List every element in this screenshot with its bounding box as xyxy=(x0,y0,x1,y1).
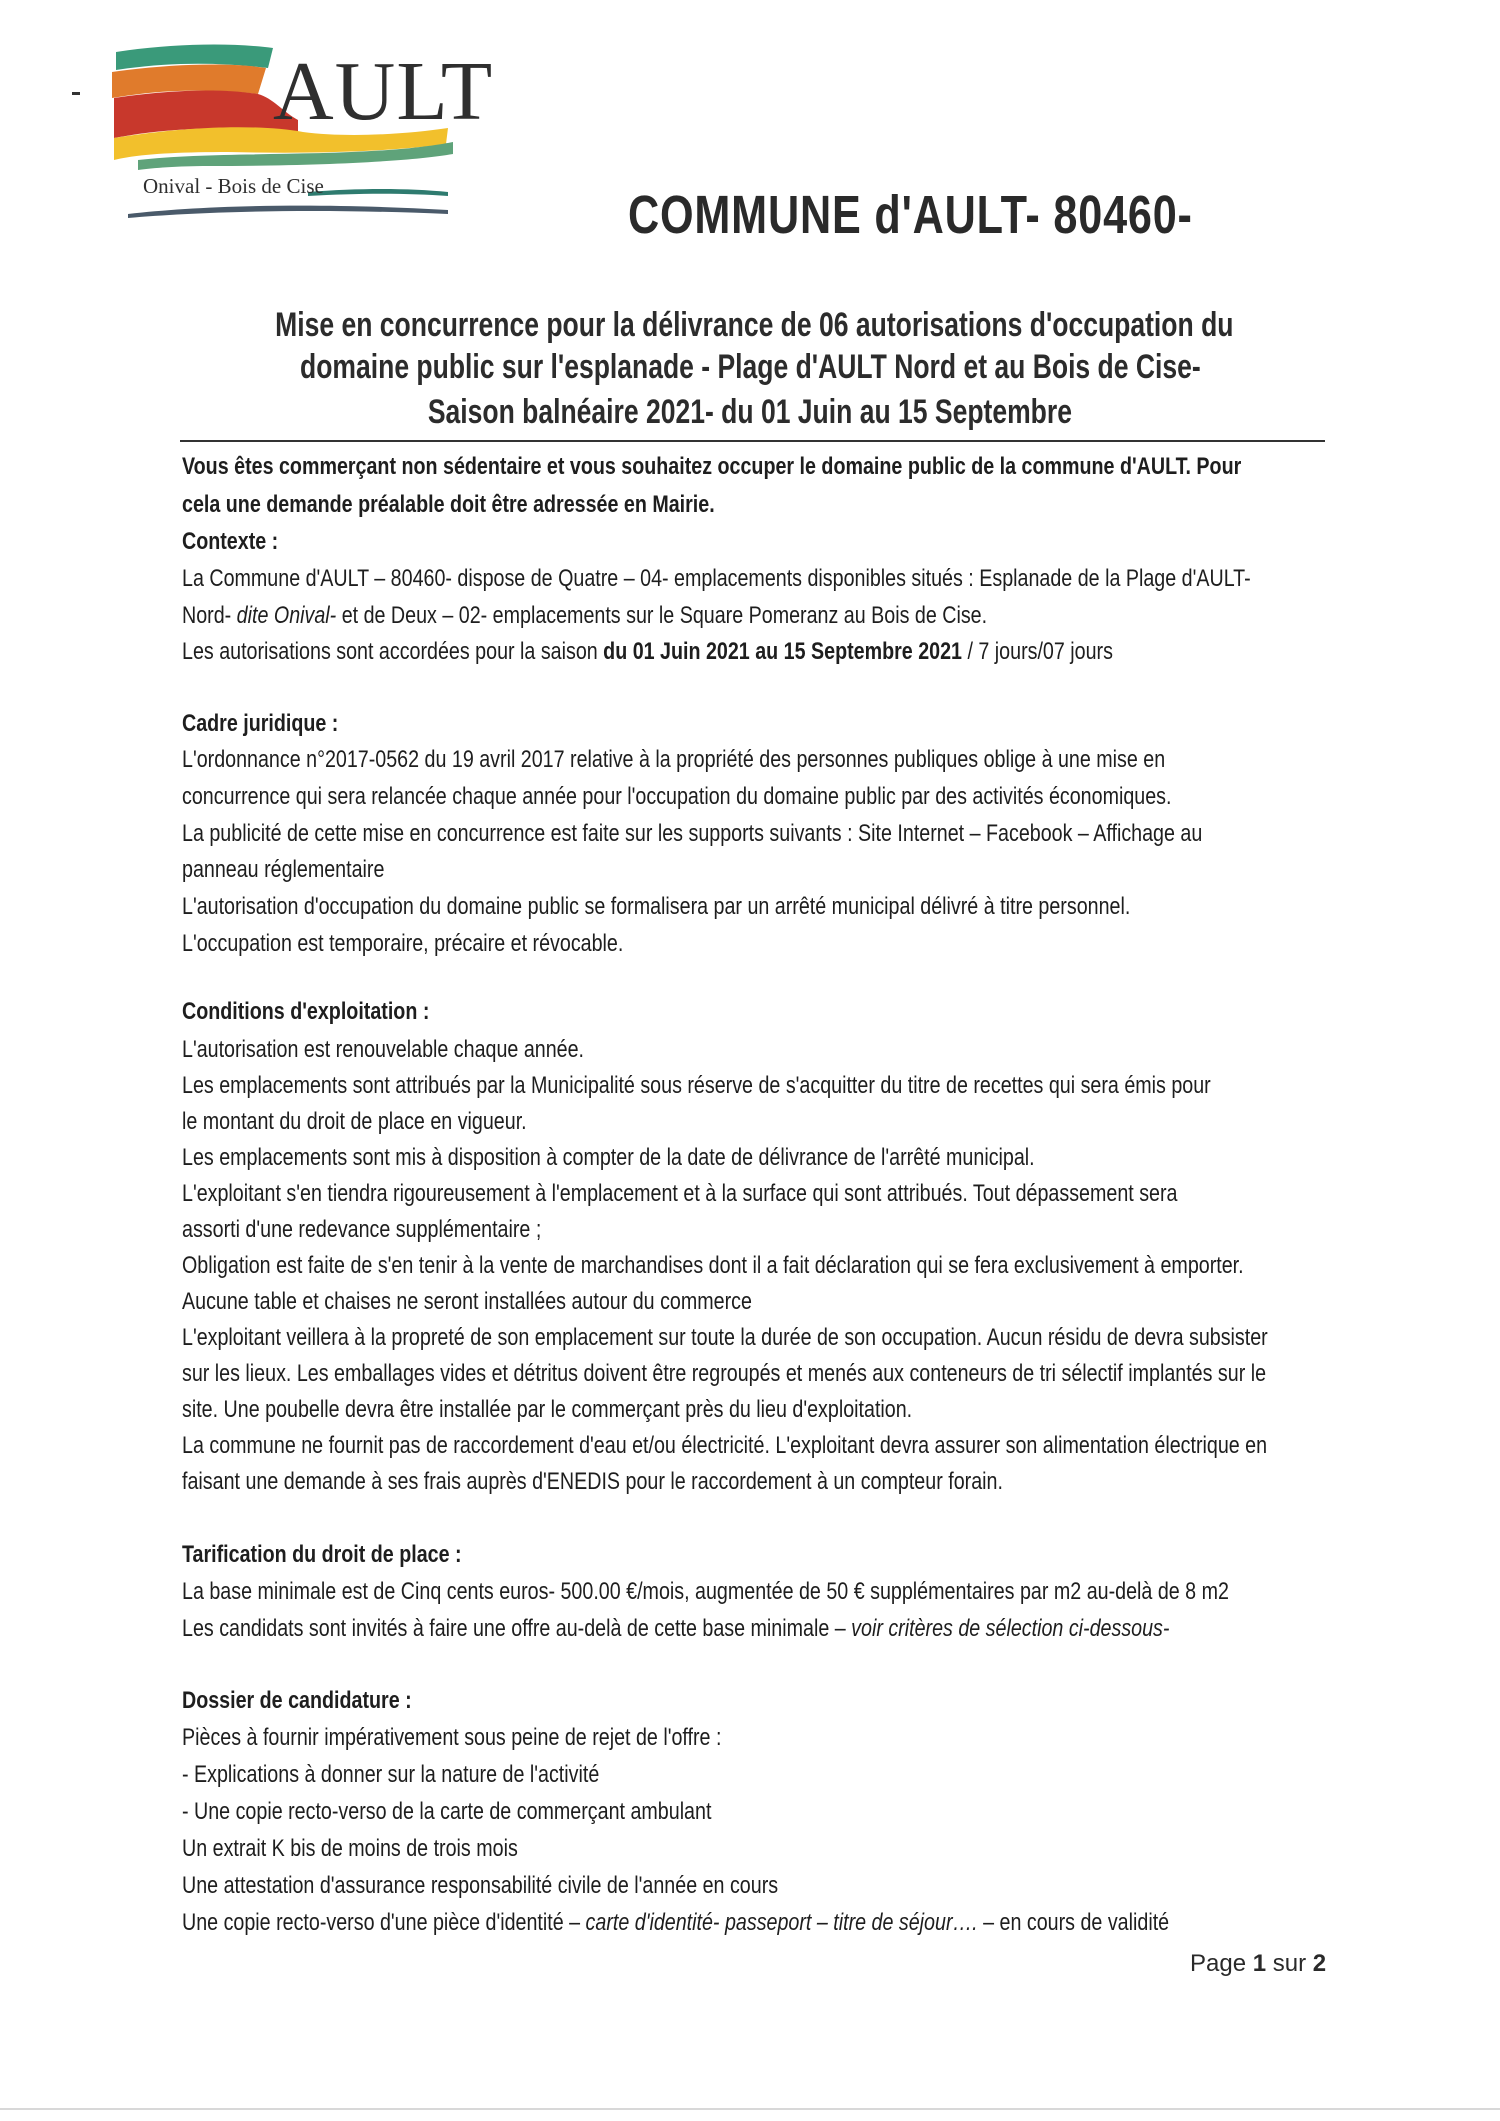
page-number: Page 1 sur 2 xyxy=(1190,1950,1327,1977)
headline-line-3: Saison balnéaire 2021- du 01 Juin au 15 Septembre xyxy=(427,393,1073,431)
conditions-line: L'exploitant veillera à la propreté de son emplacement sur toute la durée de son occupation. Aucun résidu de devra subsister xyxy=(182,1324,1268,1351)
dossier-line-last: Une copie recto-verso d'une pièce d'identité – carte d'identité- passeport – titre de séjour…. – en cours de validité xyxy=(182,1909,1170,1936)
cadre-line: panneau réglementaire xyxy=(182,856,385,883)
headline-rule xyxy=(180,440,1325,442)
cadre-line: L'ordonnance n°2017-0562 du 19 avril 2017 relative à la propriété des personnes publiques oblige à une mise en xyxy=(182,746,1166,773)
conditions-heading: Conditions d'exploitation : xyxy=(182,998,430,1025)
logo-wordmark: AULT xyxy=(273,45,494,138)
intro-line-1: Vous êtes commerçant non sédentaire et vous souhaitez occuper le domaine public de la commune d'AULT. Pour xyxy=(182,453,1242,480)
conditions-line: Les emplacements sont mis à disposition à compter de la date de délivrance de l'arrêté municipal. xyxy=(182,1144,1035,1171)
cadre-line: La publicité de cette mise en concurrence est faite sur les supports suivants : Site Internet – Facebook – Affichage au xyxy=(182,820,1203,847)
dossier-line: Un extrait K bis de moins de trois mois xyxy=(182,1835,518,1862)
headline-line-2: domaine public sur l'esplanade - Plage d'AULT Nord et au Bois de Cise- xyxy=(299,348,1201,386)
conditions-line: L'autorisation est renouvelable chaque année. xyxy=(182,1036,585,1063)
contexte-line-3: Les autorisations sont accordées pour la saison du 01 Juin 2021 au 15 Septembre 2021 / 7 jours/07 jours xyxy=(182,638,1113,665)
dossier-line: - Une copie recto-verso de la carte de commerçant ambulant xyxy=(182,1798,712,1825)
tarification-line-2: Les candidats sont invités à faire une offre au-delà de cette base minimale – voir critères de sélection ci-dessous- xyxy=(182,1615,1170,1642)
conditions-line: le montant du droit de place en vigueur. xyxy=(182,1108,527,1135)
cadre-line: L'autorisation d'occupation du domaine public se formalisera par un arrêté municipal délivré à titre personnel. xyxy=(182,893,1131,920)
contexte-line-1: La Commune d'AULT – 80460- dispose de Quatre – 04- emplacements disponibles situés : Esplanade de la Plage d'AULT- xyxy=(182,565,1251,592)
scan-edge-line xyxy=(0,2108,1500,2110)
conditions-line: site. Une poubelle devra être installée par le commerçant près du lieu d'exploitation. xyxy=(182,1396,913,1423)
conditions-line: Aucune table et chaises ne seront installées autour du commerce xyxy=(182,1288,752,1315)
commune-title: COMMUNE d'AULT- 80460- xyxy=(628,185,1193,245)
conditions-line: assorti d'une redevance supplémentaire ; xyxy=(182,1216,542,1243)
dossier-line: Une attestation d'assurance responsabilité civile de l'année en cours xyxy=(182,1872,779,1899)
conditions-line: La commune ne fournit pas de raccordement d'eau et/ou électricité. L'exploitant devra assurer son alimentation électrique en xyxy=(182,1432,1268,1459)
conditions-line: Obligation est faite de s'en tenir à la vente de marchandises dont il a fait déclaration qui se fera exclusivement à emporter. xyxy=(182,1252,1244,1279)
headline-line-1: Mise en concurrence pour la délivrance de 06 autorisations d'occupation du xyxy=(275,306,1234,344)
tarification-heading: Tarification du droit de place : xyxy=(182,1541,462,1568)
dossier-line: - Explications à donner sur la nature de l'activité xyxy=(182,1761,600,1788)
cadre-line: concurrence qui sera relancée chaque année pour l'occupation du domaine public par des activités économiques. xyxy=(182,783,1172,810)
conditions-line: Les emplacements sont attribués par la Municipalité sous réserve de s'acquitter du titre de recettes qui sera émis pour xyxy=(182,1072,1211,1099)
conditions-line: sur les lieux. Les emballages vides et détritus doivent être regroupés et menés aux conteneurs de tri sélectif implantés sur le xyxy=(182,1360,1267,1387)
ault-logo xyxy=(108,42,494,227)
scan-mark xyxy=(72,92,80,95)
conditions-line: faisant une demande à ses frais auprès d'ENEDIS pour le raccordement à un compteur forain. xyxy=(182,1468,1003,1495)
conditions-line: L'exploitant s'en tiendra rigoureusement à l'emplacement et à la surface qui sont attribués. Tout dépassement sera xyxy=(182,1180,1178,1207)
tarification-line-1: La base minimale est de Cinq cents euros- 500.00 €/mois, augmentée de 50 € supplémentaires par m2 au-delà de 8 m2 xyxy=(182,1578,1229,1605)
contexte-line-2: Nord- dite Onival- et de Deux – 02- emplacements sur le Square Pomeranz au Bois de Cise. xyxy=(182,602,988,629)
cadre-line: L'occupation est temporaire, précaire et révocable. xyxy=(182,930,624,957)
logo-subtitle: Onival - Bois de Cise xyxy=(143,174,324,198)
intro-line-2: cela une demande préalable doit être adressée en Mairie. xyxy=(182,491,715,518)
cadre-heading: Cadre juridique : xyxy=(182,710,339,737)
contexte-heading: Contexte : xyxy=(182,528,279,555)
dossier-line: Pièces à fournir impérativement sous peine de rejet de l'offre : xyxy=(182,1724,722,1751)
dossier-heading: Dossier de candidature : xyxy=(182,1687,412,1714)
